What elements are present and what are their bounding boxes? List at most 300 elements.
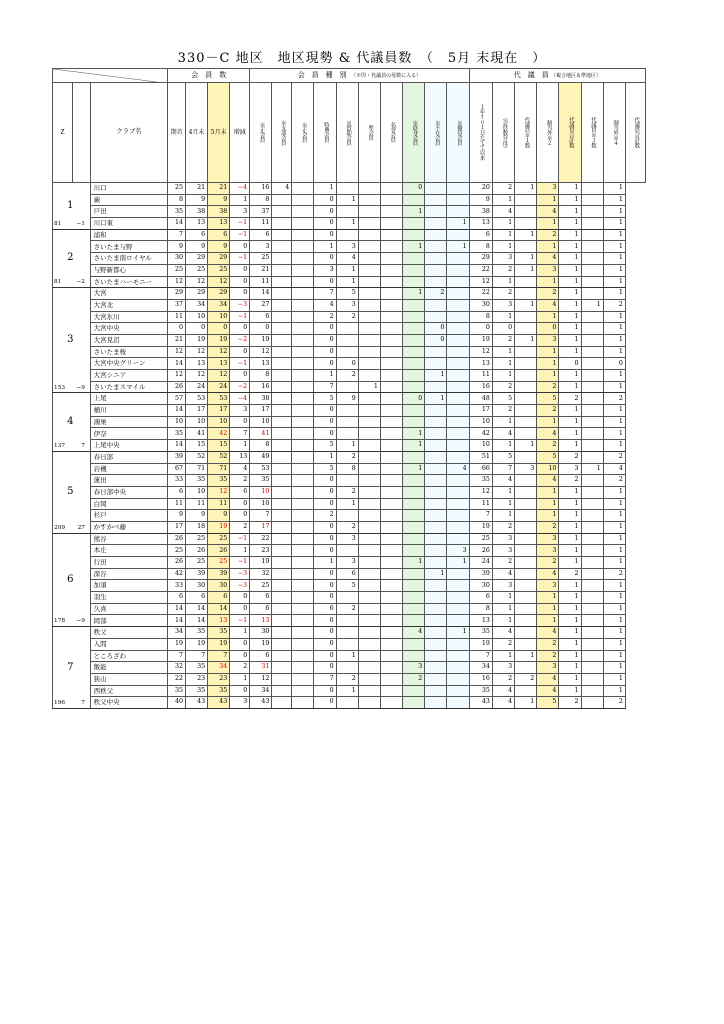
table-cell: 1 [447,557,469,569]
table-cell [515,521,537,533]
table-cell: 2 [603,451,625,463]
header-col-12: 代議員※１数 [515,83,537,183]
table-cell: 0 [314,545,336,557]
table-cell: 19 [185,334,207,346]
table-cell: 1 [492,358,514,370]
table-cell: 0 [314,206,336,218]
table-cell [292,510,314,522]
table-cell: 0 [314,323,336,335]
table-cell: 5 [492,393,514,405]
zone-total-value: 196 [54,700,66,707]
table-cell: 25 [185,264,207,276]
table-cell: 0 [314,498,336,510]
table-cell: 1 [559,229,581,241]
table-cell: 10 [469,440,492,452]
table-cell: 8 [250,194,272,206]
table-cell [272,229,292,241]
table-cell: 39 [168,451,186,463]
table-cell [292,627,314,639]
table-cell [358,568,380,580]
table-cell: 67 [168,463,186,475]
table-cell [425,627,447,639]
table-cell [425,218,447,230]
table-row [53,498,646,510]
table-cell [272,592,292,604]
table-cell [425,475,447,487]
table-cell: 1 [559,253,581,265]
table-row [53,229,646,241]
table-cell: 1 [603,370,625,382]
table-cell: −1 [230,533,250,545]
table-cell: 2 [492,557,514,569]
table-cell [358,194,380,206]
table-cell: 1 [447,241,469,253]
zone-total [54,701,85,707]
table-cell [358,264,380,276]
table-cell [358,358,380,370]
header-z: Z [53,83,73,183]
table-cell [515,194,537,206]
table-cell: 9 [168,241,186,253]
table-cell: 1 [603,206,625,218]
table-cell [272,521,292,533]
table-cell: 6 [230,486,250,498]
club-name: 浦和 [90,229,168,241]
table-cell: 1 [537,276,559,288]
table-cell [272,615,292,627]
table-cell: 1 [492,311,514,323]
table-cell [581,264,603,276]
club-name: 大宮中央グリーン [90,358,168,370]
table-cell [336,183,358,195]
table-cell: 4 [537,475,559,487]
table-cell: 5 [537,697,559,709]
table-cell: −3 [230,568,250,580]
table-cell: −1 [230,229,250,241]
table-cell [358,592,380,604]
table-cell: 52 [185,451,207,463]
table-cell [515,662,537,674]
table-cell [581,276,603,288]
table-cell: 1 [559,510,581,522]
table-cell: 7 [469,510,492,522]
table-cell [403,346,425,358]
table-cell: 2 [314,510,336,522]
table-cell: 1 [559,521,581,533]
table-cell: 29 [185,288,207,300]
table-cell: 9 [185,241,207,253]
table-cell: 19 [250,638,272,650]
table-cell [272,451,292,463]
table-cell: 4 [492,428,514,440]
table-cell [292,580,314,592]
club-name: さいたまスマイル [90,381,168,393]
table-cell: 35 [250,475,272,487]
table-cell: 1 [492,603,514,615]
table-cell: 17 [185,405,207,417]
table-cell: 5 [314,393,336,405]
table-cell: 0 [230,346,250,358]
table-cell: 1 [403,440,425,452]
table-cell: 3 [336,533,358,545]
table-row [53,194,646,206]
table-row [53,311,646,323]
table-cell: 2 [537,557,559,569]
table-cell: 1 [559,615,581,627]
table-cell: 1 [603,615,625,627]
table-cell: 1 [559,685,581,697]
table-cell [447,183,469,195]
table-cell: 26 [168,557,186,569]
table-cell [292,650,314,662]
table-cell [292,685,314,697]
table-cell: 1 [559,299,581,311]
table-cell [272,673,292,685]
table-cell: 0 [168,323,186,335]
table-cell: 1 [559,334,581,346]
table-cell: 12 [250,346,272,358]
table-cell [380,533,402,545]
table-cell: 3 [403,662,425,674]
table-cell: 0 [314,533,336,545]
table-cell: −2 [230,334,250,346]
table-cell: 0 [185,323,207,335]
table-cell: −4 [230,183,250,195]
table-cell: 0 [230,510,250,522]
table-cell: 1 [336,264,358,276]
table-cell: 3 [492,580,514,592]
table-cell [292,603,314,615]
table-cell [447,451,469,463]
table-cell: 11 [168,311,186,323]
table-cell [358,638,380,650]
table-cell: 1 [559,627,581,639]
club-name: 岩槻 [90,463,168,475]
table-cell: 35 [469,685,492,697]
table-cell: 9 [185,194,207,206]
table-cell: 6 [250,311,272,323]
table-cell [358,241,380,253]
table-cell [581,218,603,230]
table-cell: 10 [185,486,207,498]
table-cell: 2 [559,568,581,580]
table-cell [515,533,537,545]
table-cell [425,603,447,615]
table-cell: 1 [559,650,581,662]
table-cell [425,638,447,650]
table-cell: 19 [469,334,492,346]
table-cell: 32 [250,568,272,580]
club-name: 春日部 [90,451,168,463]
club-name: さいたま与野 [90,241,168,253]
table-cell: 0 [208,323,230,335]
table-cell: 12 [208,370,230,382]
table-cell [425,580,447,592]
table-cell [425,428,447,440]
table-cell: 0 [314,416,336,428]
table-cell: 23 [208,673,230,685]
table-cell: 1 [559,557,581,569]
table-cell [403,697,425,709]
table-cell [447,381,469,393]
table-cell [425,416,447,428]
table-cell: 0 [314,697,336,709]
table-cell [515,615,537,627]
table-row [53,521,646,533]
table-cell: 43 [185,697,207,709]
table-cell [425,592,447,604]
table-cell [358,615,380,627]
table-cell: 0 [314,276,336,288]
header-club-name: クラブ名 [90,83,168,183]
table-cell [358,673,380,685]
table-cell [425,533,447,545]
table-cell: 43 [469,697,492,709]
table-cell: 1 [559,662,581,674]
table-cell [272,685,292,697]
header-daigiin: 代 議 員 （複合地区＆準地区） [469,69,645,83]
table-cell: 13 [185,358,207,370]
table-cell [380,381,402,393]
table-cell: 1 [559,498,581,510]
table-cell: 1 [492,486,514,498]
table-cell: 1 [492,370,514,382]
table-cell: 17 [168,521,186,533]
table-cell: 0 [230,288,250,300]
table-cell [292,311,314,323]
table-cell: 2 [314,311,336,323]
table-cell: 1 [559,592,581,604]
table-cell [380,568,402,580]
table-cell: 20 [469,183,492,195]
table-cell: 6 [250,592,272,604]
table-cell: 2 [230,475,250,487]
table-cell: 6 [208,592,230,604]
table-cell [292,440,314,452]
header-col-5: 準会員 [358,83,380,183]
table-cell: 25 [250,253,272,265]
table-cell [447,673,469,685]
table-cell: 1 [492,416,514,428]
table-cell: 30 [250,627,272,639]
table-cell [292,358,314,370]
table-cell [403,638,425,650]
table-cell: 5 [314,463,336,475]
table-row [53,673,646,685]
table-cell [425,521,447,533]
table-cell: 5 [537,393,559,405]
table-cell: 3 [537,334,559,346]
table-row [53,475,646,487]
table-cell: 15 [185,440,207,452]
header-col-17: 代議員合計数 [625,83,645,183]
table-cell [336,405,358,417]
table-cell: 40 [168,697,186,709]
table-cell: 1 [559,288,581,300]
table-cell [447,603,469,615]
table-cell: 4 [336,253,358,265]
table-cell [403,580,425,592]
table-cell [272,206,292,218]
table-cell: 12 [185,370,207,382]
zone-cell [53,627,91,709]
table-cell: 30 [208,580,230,592]
table-cell: 13 [250,358,272,370]
table-cell: 25 [250,580,272,592]
table-cell: 1 [314,451,336,463]
table-cell [447,498,469,510]
table-cell [380,627,402,639]
table-cell: 7 [314,288,336,300]
table-cell [515,381,537,393]
table-cell [447,638,469,650]
table-cell [403,323,425,335]
table-cell [403,510,425,522]
table-cell [272,276,292,288]
table-cell [358,533,380,545]
zone-total-value: 81 [54,279,62,286]
table-cell [515,323,537,335]
table-cell: 57 [168,393,186,405]
table-row [53,206,646,218]
table-cell: 2 [559,393,581,405]
table-cell: 1 [603,638,625,650]
table-cell [272,486,292,498]
table-cell: 0 [314,592,336,604]
table-cell [380,440,402,452]
table-cell: 0 [314,486,336,498]
table-row [53,685,646,697]
table-cell: 1 [559,264,581,276]
table-cell: 1 [603,650,625,662]
table-cell: 1 [537,615,559,627]
table-cell: 1 [603,592,625,604]
table-cell [380,229,402,241]
table-cell [515,405,537,417]
table-cell [515,545,537,557]
table-cell [272,662,292,674]
table-cell [581,451,603,463]
table-cell: 0 [469,323,492,335]
table-cell [581,288,603,300]
zone-diff-value: −2 [76,279,85,286]
table-cell: 1 [492,592,514,604]
table-cell [292,323,314,335]
table-cell: 2 [603,393,625,405]
zone-total-value: 137 [54,443,66,450]
table-cell: 9 [185,510,207,522]
table-cell [380,685,402,697]
table-cell: 1 [492,615,514,627]
table-cell [380,358,402,370]
table-cell: 35 [168,685,186,697]
table-cell [292,533,314,545]
table-cell: 32 [168,662,186,674]
header-col-1: ※支部会員 [272,83,292,183]
table-cell: 19 [208,638,230,650]
table-cell [581,311,603,323]
table-cell [380,241,402,253]
table-cell: 1 [230,440,250,452]
zone-label: 5 [67,486,74,498]
table-cell [292,206,314,218]
club-name: 川口東 [90,218,168,230]
table-cell [380,299,402,311]
table-cell [272,697,292,709]
table-cell: 17 [250,521,272,533]
table-cell [380,428,402,440]
table-cell [425,673,447,685]
table-cell [581,253,603,265]
table-cell: 1 [559,428,581,440]
membership-table [52,68,646,709]
table-cell [380,218,402,230]
table-cell: 2 [537,405,559,417]
table-cell: 17 [469,405,492,417]
table-cell: 6 [469,592,492,604]
zone-cell [53,451,91,533]
table-cell: 0 [314,346,336,358]
table-cell [380,673,402,685]
table-cell [358,451,380,463]
table-cell: 7 [230,428,250,440]
table-cell: −3 [230,299,250,311]
table-cell: 0 [230,264,250,276]
table-cell [403,194,425,206]
table-cell: 1 [314,370,336,382]
table-cell: 1 [515,183,537,195]
table-cell [515,580,537,592]
table-cell [581,498,603,510]
table-cell: 19 [185,638,207,650]
table-cell [358,276,380,288]
table-cell [447,440,469,452]
table-cell [292,697,314,709]
table-cell: 1 [559,580,581,592]
table-cell: 35 [185,685,207,697]
table-cell [425,545,447,557]
table-cell [403,253,425,265]
table-cell [380,323,402,335]
table-cell: 0 [230,592,250,604]
table-cell: 1 [492,498,514,510]
table-cell: 12 [185,346,207,358]
table-cell: 6 [250,650,272,662]
zone-label: 3 [67,334,74,346]
table-cell: 7 [469,650,492,662]
table-row [53,323,646,335]
table-cell [403,299,425,311]
table-cell: 7 [314,673,336,685]
table-cell: 3 [515,463,537,475]
table-cell: 1 [515,697,537,709]
table-cell [336,428,358,440]
table-cell: 35 [208,475,230,487]
table-cell: 11 [250,218,272,230]
table-cell [515,428,537,440]
table-cell: 1 [603,603,625,615]
table-cell [292,218,314,230]
table-cell [425,615,447,627]
table-cell: 21 [168,334,186,346]
table-cell [358,685,380,697]
table-cell: 2 [603,475,625,487]
table-cell: 11 [208,498,230,510]
table-cell: 35 [469,475,492,487]
table-cell: 4 [492,475,514,487]
table-cell [358,218,380,230]
table-row [53,580,646,592]
